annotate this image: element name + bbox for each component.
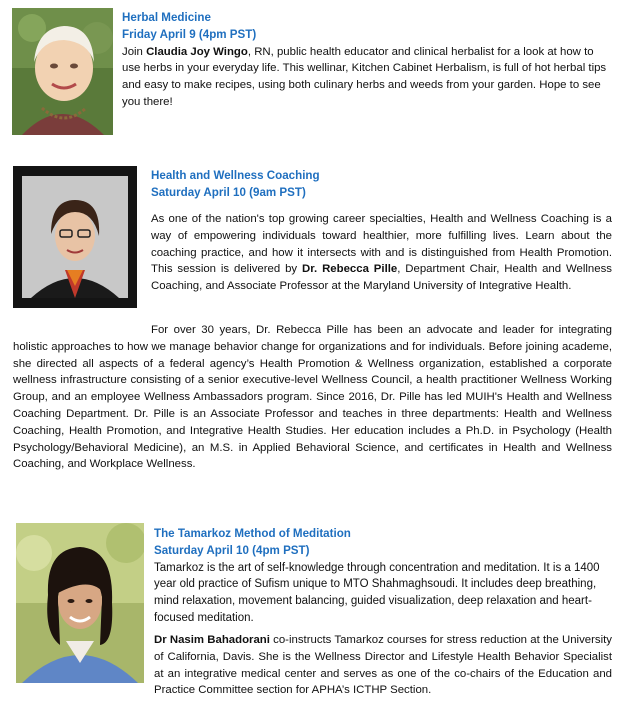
speaker-bio: Dr Nasim Bahadorani co-instructs Tamarkoz courses for stress reduction at the University of California, Davis. She is the Wellness Director and Lifestyle Health Behavior Specialist at an integrative medical center and serves as one of the co-chairs of the Education and Practice Committee section for APHA’s ICTHP Section. — [154, 634, 612, 697]
speaker-name: Claudia Joy Wingo — [146, 45, 248, 58]
event-title: Health and Wellness Coaching — [151, 169, 320, 182]
event-date: Friday April 9 (4pm PST) — [122, 27, 257, 41]
event-title: The Tamarkoz Method of Meditation — [154, 527, 351, 540]
event-title: Herbal Medicine — [122, 11, 211, 24]
event-description: As one of the nation's top growing career specialties, Health and Wellness Coaching is a way of empowering individuals toward healthier, more fulfilling lives. Learn about the coaching practice, and how it intersects with and is distinguished from Health Promotion. This session is delivered by Dr. Rebecca Pille, Department Chair, Health and Wellness Coaching, and Associate Professor at the Maryland University of Integrative Health. — [151, 213, 612, 293]
event-date: Saturday April 10 (4pm PST) — [154, 543, 310, 557]
event-date: Saturday April 10 (9am PST) — [151, 185, 306, 199]
speaker-name: Dr. Rebecca Pille — [302, 263, 398, 276]
speaker-photo-nasim — [16, 523, 144, 683]
speaker-photo-claudia — [12, 8, 113, 135]
speaker-name: Dr Nasim Bahadorani — [154, 634, 270, 646]
speaker-bio: For over 30 years, Dr. Rebecca Pille has been an advocate and leader for integrating holistic approaches to how we manage behavior change for organizations and for individuals. Before joining academe, she directed all aspects of a federal agency’s Health Promotion & Wellness organization, established a corporate wellness infrastructure consisting of a senior executive-level Wellness Council, a health practitioner Wellness Working Group, and an employee Wellness Ambassadors program. Since 2016, Dr. Pille has led MUIH's Health and Wellness Coaching Department. Dr. Pille is an Associate Professor and teaches in three departments: Health and Wellness Coaching, Health Promotion, and Integrative Health Studies. Her education includes a Ph.D. in Psychology (Health Psychology/Behavioral Medicine), an M.S. in Applied Behavioral Science, and certificates in Health and Wellness Coaching, and Workplace Wellness. — [13, 324, 612, 471]
speaker-photo-rebecca — [13, 166, 137, 308]
event-description: Join Claudia Joy Wingo, RN, public health educator and clinical herbalist for a look at how to use herbs in your everyday life. This wellinar, Kitchen Cabinet Herbalism, is full of hot herbal tips and easy to make recipes, using both culinary herbs and weeds from your garden. Hope to see you there! — [122, 45, 607, 108]
event-description: Tamarkoz is the art of self-knowledge through concentration and meditation. It is a 1400 year old practice of Sufism unique to MTO Shahmaghsoudi. It includes deep breathing, mind relaxation, movement balancing, guided visualization, deep relaxation and heart-focused meditation. — [154, 561, 600, 624]
